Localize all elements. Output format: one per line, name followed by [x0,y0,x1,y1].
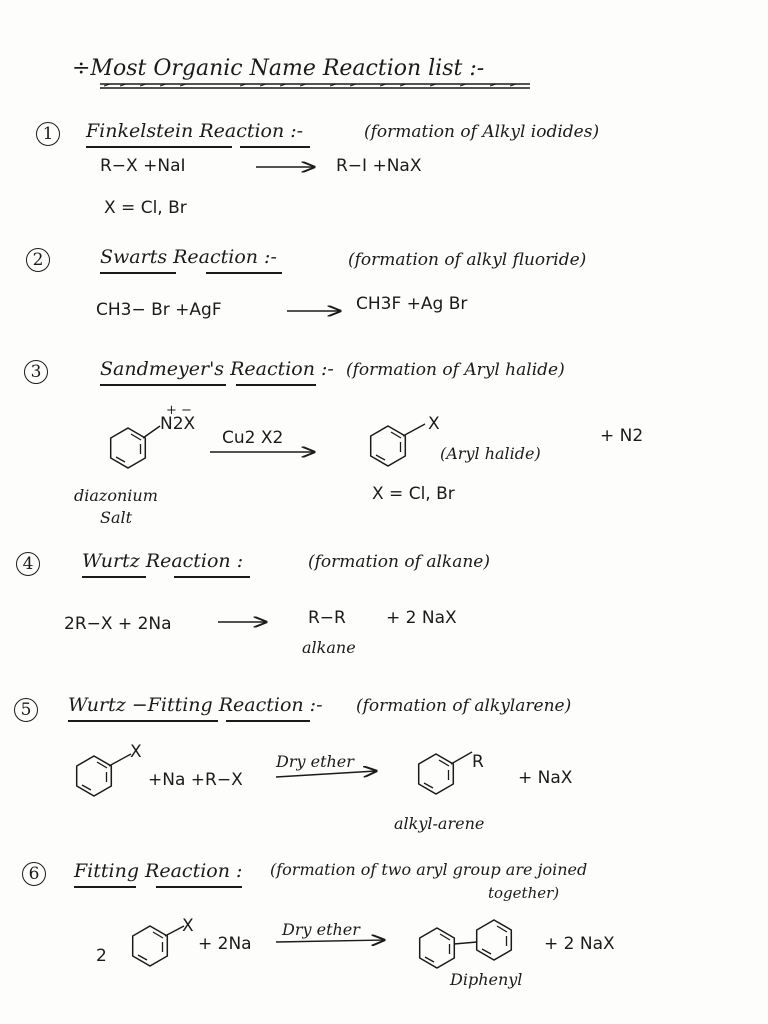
benzene-ring-aryl-halide [371,426,406,466]
reagents-5: +Na +R−X [148,770,243,790]
note-1: X = Cl, Br [104,198,187,218]
arrow-5 [276,771,376,777]
product-label-4: alkane [302,638,356,657]
reaction-description-6b: together) [488,884,560,902]
reaction-description-1: (formation of Alkyl iodides) [364,122,600,142]
benzene-ring-alkylarene [419,754,454,794]
reactant-label-3b: Salt [100,508,133,527]
byproduct-5: + NaX [518,768,573,788]
note-3: X = Cl, Br [372,484,455,504]
equation-left-4: 2R−X + 2Na [64,614,172,634]
reaction-number-5: 5 [14,698,38,722]
substituent-x-5: X [130,742,142,762]
reaction-name-4: Wurtz Reaction : [82,550,244,572]
benzene-ring-diphenyl-a [420,928,455,968]
reaction-name-1: Finkelstein Reaction :- [86,120,304,142]
reaction-number-6: 6 [22,862,46,886]
reactant-label-3a: diazonium [74,486,158,505]
benzene-ring-diazonium [111,428,146,468]
reaction-description-3: (formation of Aryl halide) [346,360,565,380]
substituent-r-5: R [472,752,484,772]
substituent-x-6: X [182,916,194,936]
reagent-3: Cu2 X2 [222,428,284,448]
equation-right-1: R−I +NaX [336,156,422,176]
equation-right-2: CH3F +Ag Br [356,294,468,314]
benzene-ring-diphenyl-b [477,920,512,960]
diazonium-group: N2X [160,414,196,434]
product-4: R−R [308,608,346,628]
condition-5: Dry ether [276,752,354,771]
equation-left-2: CH3− Br +AgF [96,300,222,320]
reaction-name-3: Sandmeyer's Reaction :- [100,358,334,380]
reaction-description-6: (formation of two aryl group are joined [270,860,588,879]
product-label-5: alkyl-arene [394,814,485,833]
reagents-6: + 2Na [198,934,252,954]
reaction-number-2: 2 [26,248,50,272]
reaction-description-4: (formation of alkane) [308,552,490,572]
condition-6: Dry ether [282,920,360,939]
substituent-x-3: X [428,414,440,434]
equation-left-1: R−X +NaI [100,156,186,176]
product-label-3: (Aryl halide) [440,444,541,463]
reaction-number-4: 4 [16,552,40,576]
coefficient-6: 2 [96,946,107,966]
reaction-description-5: (formation of alkylarene) [356,696,572,716]
reaction-number-3: 3 [24,360,48,384]
reaction-name-2: Swarts Reaction :- [100,246,277,268]
reaction-number-1: 1 [36,122,60,146]
byproduct-3: + N2 [600,426,644,446]
benzene-ring-halobenzene [77,756,112,796]
product-label-6: Diphenyl [450,970,523,989]
reaction-name-5: Wurtz −Fitting Reaction :- [68,694,323,716]
arrow-6 [276,940,384,942]
benzene-ring-fitting-reactant [133,926,168,966]
reaction-description-2: (formation of alkyl fluoride) [348,250,587,270]
page-title: ÷Most Organic Name Reaction list :- [72,56,485,81]
byproduct-4: + 2 NaX [386,608,457,628]
byproduct-6: + 2 NaX [544,934,615,954]
reaction-name-6: Fitting Reaction : [74,860,243,882]
diazonium-charges: + − [166,403,192,418]
